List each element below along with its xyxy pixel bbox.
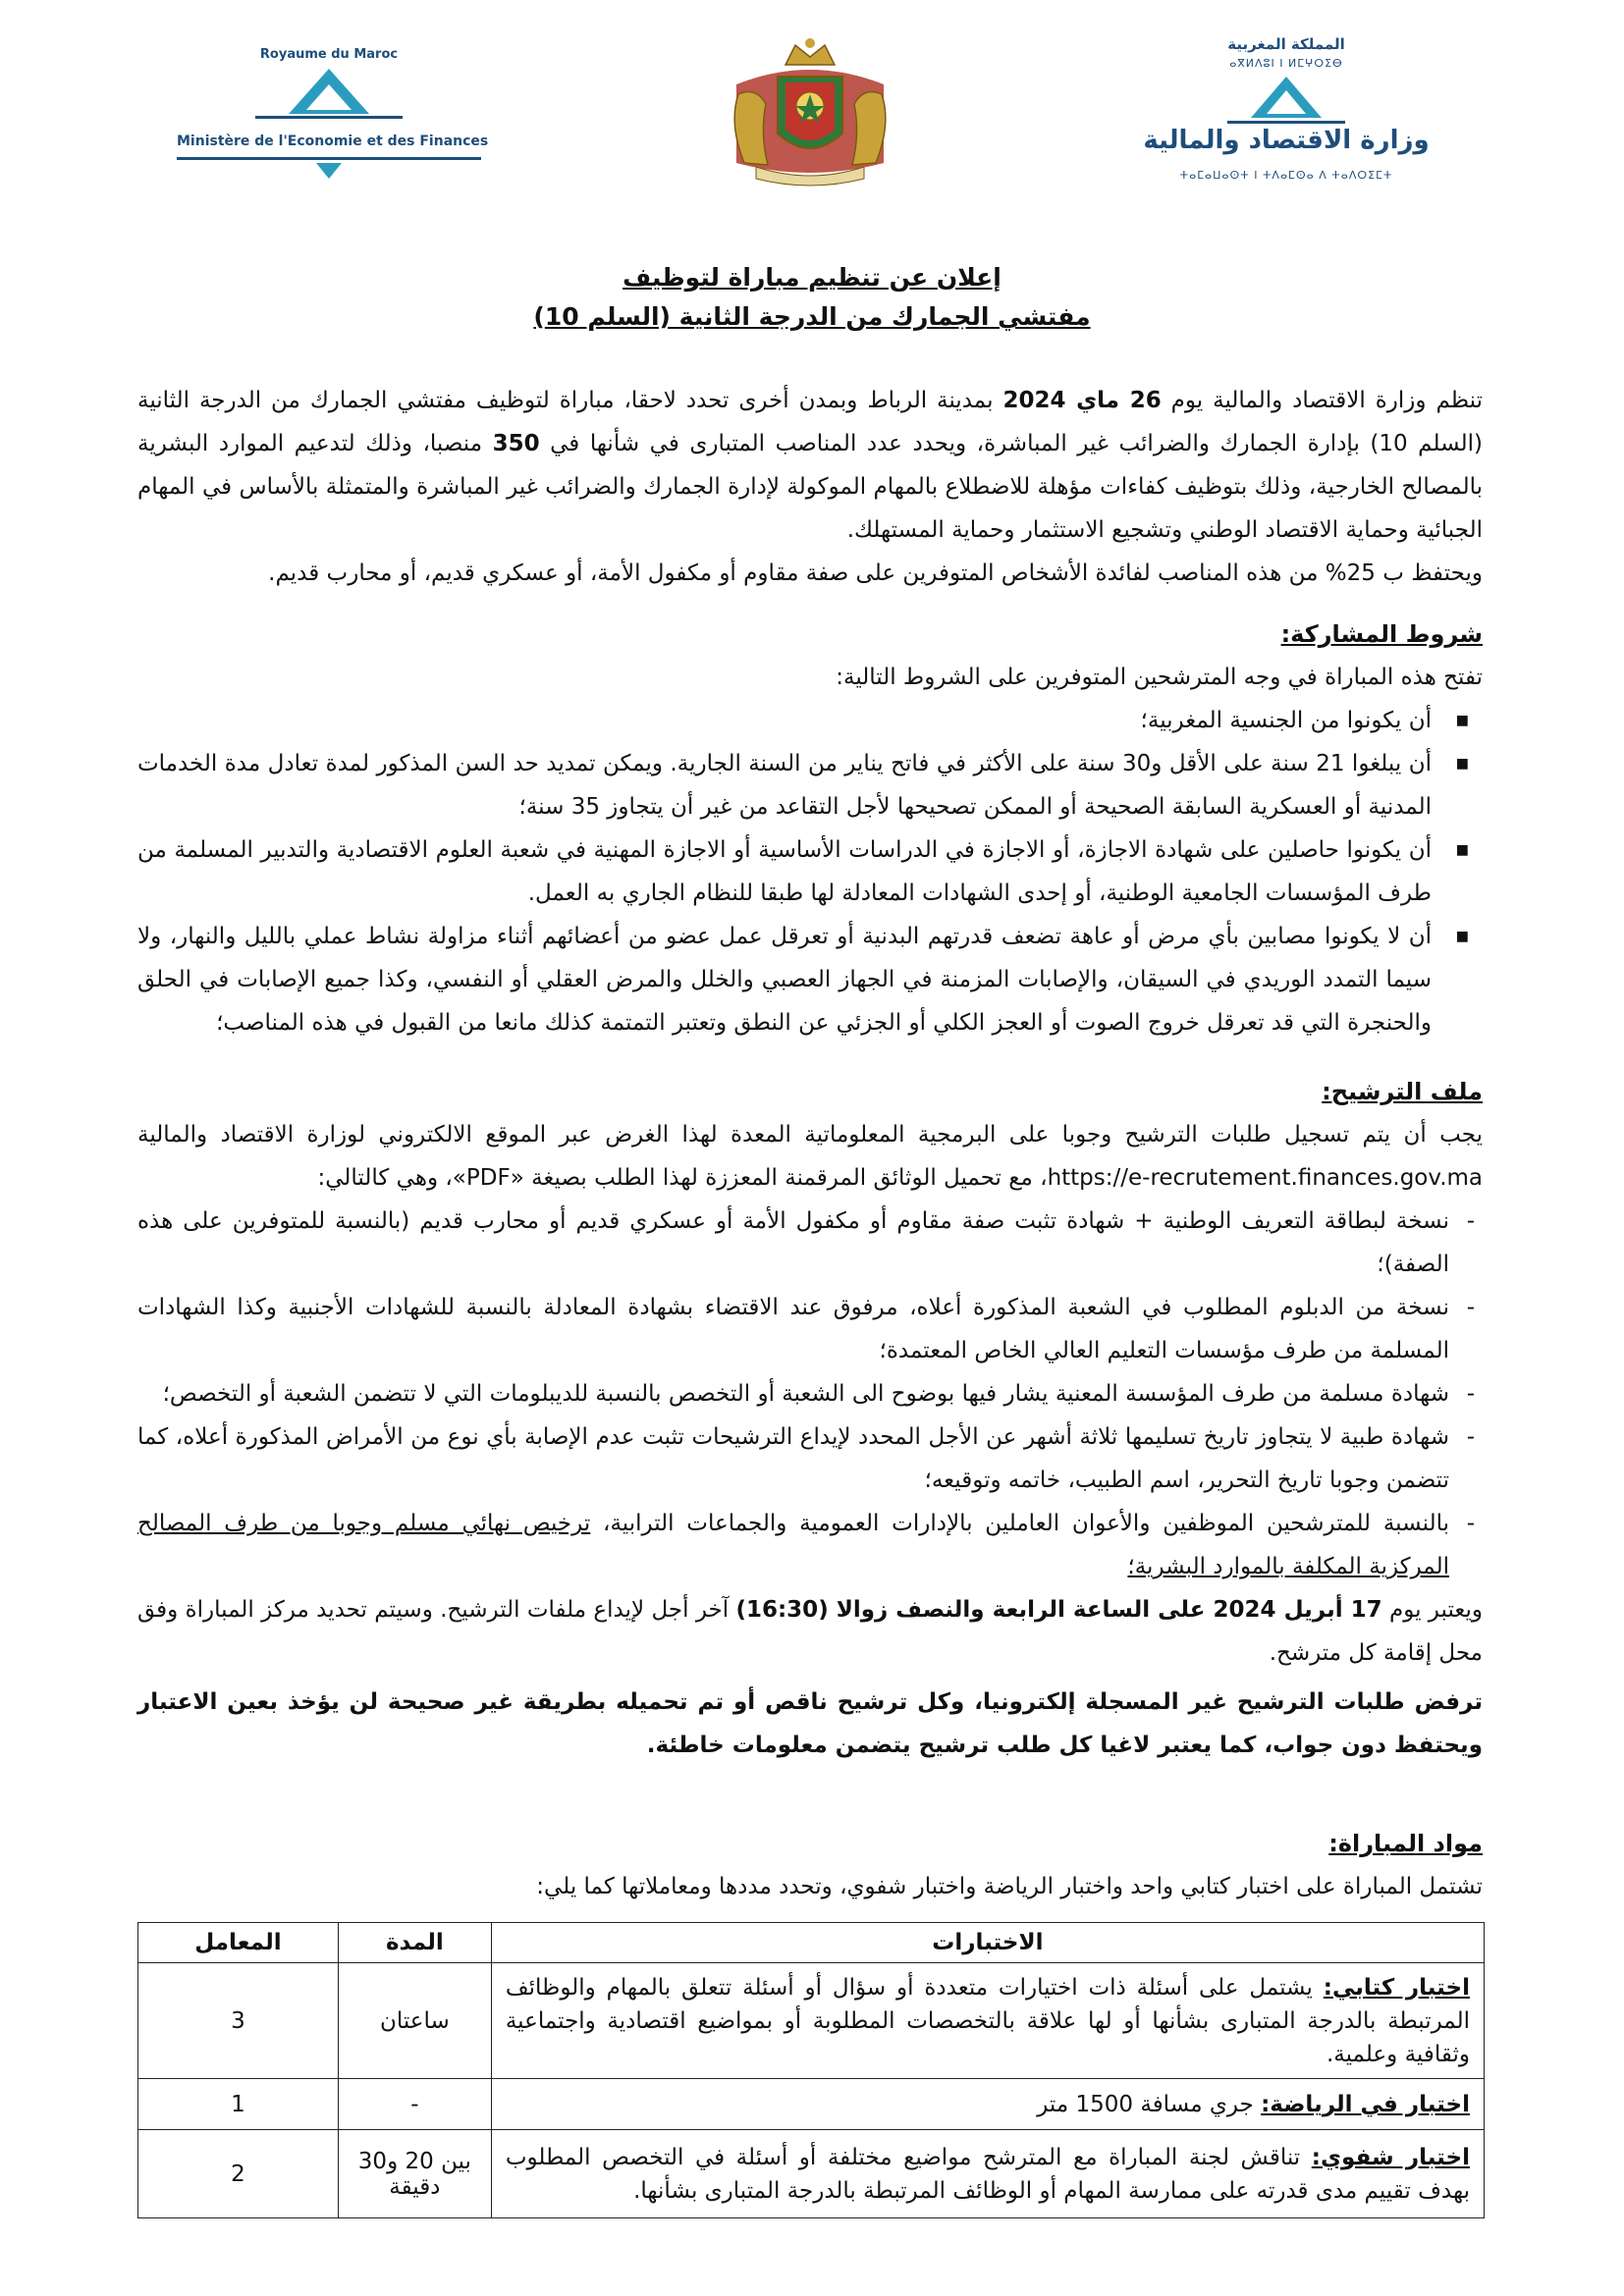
exam-section: [137, 1822, 1483, 1908]
bullet-icon: ■: [1455, 713, 1469, 728]
exam-duration: بين 20 و30 دقيقة: [338, 2130, 491, 2218]
logo-country-tifinagh: ⴰⴳⵍⴷⵓⵏ ⵏ ⵍⵎⵖⵔⵉⴱ: [1229, 57, 1343, 70]
table-header-row: [138, 1923, 1485, 1963]
ministry-logo-ar: [1134, 35, 1438, 192]
conditions-lead: تفتح هذه المباراة في وجه المترشحين المتوفرين على الشروط التالية:: [836, 665, 1483, 690]
logo-ministry-tifinagh: ⵜⴰⵎⴰⵡⴰⵙⵜ ⵏ ⵜⴷⴰⵎⵙⴰ ⴷ ⵜⴰⴷⵔⵉⵎⵜ: [1179, 169, 1393, 182]
list-item: ■ أن يكونوا من الجنسية المغربية؛: [137, 699, 1483, 742]
exam-description: اختبار شفوي: تناقش لجنة المباراة مع المترشح مواضيع مختلفة أو أسئلة في التخصص المطلوب بهدف تقييم مدى قدرته على ممارسة المهام أو الوظائف المرتبطة بالدرجة المتبارى بشأنها.: [491, 2130, 1484, 2218]
list-item: - نسخة من الدبلوم المطلوب في الشعبة المذكورة أعلاه، مرفوق عند الاقتضاء بشهادة المعادلة بالنسبة للشهادات الأجنبية وكذا الشهادات المسلمة من طرف مؤسسات التعليم العالي الخاص المعتمدة؛: [137, 1295, 1475, 1363]
list-item: ■ أن يبلغوا 21 سنة على الأقل و30 سنة على الأكثر في فاتح يناير من السنة الجارية. ويمكن تمديد حد السن المذكور لمدة تعادل مدة الخدمات المدنية أو العسكرية السابقة الصحيحة أو الممكن تصحيحها لأجل التقاعد من غير أن يتجاوز 35 سنة؛: [137, 742, 1483, 828]
ministry-triangle-icon: [253, 67, 405, 135]
column-header: المعامل: [138, 1923, 339, 1963]
exam-date: 26 ماي 2024: [1002, 388, 1162, 413]
bullet-icon: ■: [1455, 756, 1469, 772]
conditions-list: [137, 699, 1483, 1044]
logo-base-icon: [177, 155, 481, 185]
list-item: ■ أن يكونوا حاصلين على شهادة الاجازة، أو الاجازة في الدراسات الأساسية أو الاجازة المهنية في شعبة العلوم الاقتصادية والتدبير المسلمة من طرف المؤسسات الجامعية الوطنية، أو إحدى الشهادات المعادلة لها طبقا للنظام الجاري به العمل.: [137, 828, 1483, 915]
page-title-line2: مفتشي الجمارك من الدرجة الثانية (السلم 10): [533, 302, 1091, 331]
exam-description: اختبار كتابي: يشتمل على أسئلة ذات اختيارات متعددة أو سؤال أو أسئلة تتعلق بالمهام والوظائف المرتبطة بالدرجة المتبارى بشأنها أو لها علاقة بالتخصصات المطلوبة أو بمواضيع اقتصادية واجتماعية وثقافية وعلمية.: [491, 1963, 1484, 2079]
list-item: - شهادة طبية لا يتجاوز تاريخ تسليمها ثلاثة أشهر عن الأجل المحدد لإيداع الترشيحات تثبت عدم الإصابة بأي نوع من الأمراض المذكورة أعلاه، كما تتضمن وجوبا تاريخ التحرير، اسم الطبيب، خاتمه وتوقيعه؛: [137, 1424, 1475, 1493]
file-lead: يجب أن يتم تسجيل طلبات الترشيح وجوبا على البرمجية المعلوماتية المعدة لهذا الغرض عبر الموقع الالكتروني لوزارة الاقتصاد والمالية https://e-recrutement.finances.gov.ma، مع تحميل الوثائق المرقمنة المعززة لهذا الطلب بصيغة «PDF»، وهي كالتالي:: [137, 1122, 1483, 1191]
list-item: ■ أن لا يكونوا مصابين بأي مرض أو عاهة تضعف قدرتهم البدنية أو تعرقل عمل عضو من أعضائهم أثناء مزاولة نشاط عملي بالليل والنهار، ولا سيما التمدد الوريدي في السيقان، والإصابات المزمنة في الجهاز العصبي والخلل والمرض العقلي أو النفسي، وكذا جميع الإصابات في الحلق والحنجرة التي قد تعرقل خروج الصوت أو العجز الكلي أو الجزئي عن النطق وتعتبر التمتمة كذلك مانعا من القبول في هذه المناصب؛: [137, 915, 1483, 1044]
bullet-icon: ■: [1455, 929, 1469, 944]
intro-section: [137, 379, 1483, 595]
application-file-section: [137, 1070, 1483, 1767]
logo-ministry-ar: وزارة الاقتصاد والمالية: [1143, 126, 1430, 155]
table-row: [138, 1963, 1485, 2079]
exam-lead: تشتمل المباراة على اختبار كتابي واحد واختبار الرياضة واختبار شفوي، وتحدد مددها ومعاملاتها كما يلي:: [536, 1874, 1483, 1899]
page-title-line1: إعلان عن تنظيم مباراة لتوظيف: [623, 263, 1001, 292]
conditions-heading: شروط المشاركة:: [1280, 620, 1483, 648]
table-row: [138, 2130, 1485, 2218]
exam-coefficient: 2: [138, 2130, 339, 2218]
recruitment-website-link[interactable]: https://e-recrutement.finances.gov.ma: [1047, 1165, 1483, 1191]
reserved-quota-paragraph: ويحتفظ ب 25% من هذه المناصب لفائدة الأشخاص المتوفرين على صفة مقاوم أو مكفول الأمة، أو عسكري قديم، أو محارب قديم.: [268, 561, 1483, 586]
table-row: [138, 2079, 1485, 2130]
exam-table: [137, 1922, 1485, 2218]
royal-coat-of-arms-icon: [717, 35, 903, 192]
list-item: - نسخة لبطاقة التعريف الوطنية + شهادة تثبت صفة مقاوم أو مكفول الأمة أو عسكري قديم أو محارب قديم (بالنسبة للمتوفرين على هذه الصفة)؛: [137, 1208, 1475, 1277]
intro-paragraph: تنظم وزارة الاقتصاد والمالية يوم 26 ماي 2024 بمدينة الرباط وبمدن أخرى تحدد لاحقا، مباراة لتوظيف مفتشي الجمارك من الدرجة الثانية (السلم 10) بإدارة الجمارك والضرائب غير المباشرة، ويحدد عدد المناصب المتبارى في شأنها في 350 منصبا، وذلك لتدعيم الموارد البشرية بالمصالح الخارجية، وذلك بتوظيف كفاءات مؤهلة للاضطلاع بالمهام الموكولة لإدارة الجمارك والضرائب غير المباشرة والمتمثلة بالأساس في المهام الجبائية وحماية الاقتصاد الوطني وتشجيع الاستثمار وحماية المستهلك.: [137, 388, 1483, 543]
exam-heading: مواد المباراة:: [1328, 1830, 1483, 1857]
logo-country-ar: المملكة المغربية: [1227, 35, 1345, 53]
deadline-date: 17 أبريل 2024 على الساعة الرابعة والنصف زوالا (16:30): [735, 1597, 1382, 1623]
logo-ministry-fr: Ministère de l'Economie et des Finances: [177, 133, 489, 149]
rejection-notice: ترفض طلبات الترشيح غير المسجلة إلكترونيا، وكل ترشيح ناقص أو تم تحميله بطريقة غير صحيحة لن يؤخذ بعين الاعتبار ويحتفظ دون جواب، كما يعتبر لاغيا كل طلب ترشيح يتضمن معلومات خاطئة.: [137, 1689, 1483, 1758]
logo-country-fr: Royaume du Maroc: [259, 47, 399, 62]
ministry-logo-fr: [177, 47, 489, 185]
exam-duration: -: [338, 2079, 491, 2130]
file-heading: ملف الترشيح:: [1322, 1078, 1483, 1105]
column-header: الاختبارات: [491, 1923, 1484, 1963]
exam-coefficient: 3: [138, 1963, 339, 2079]
documents-list: [137, 1200, 1483, 1588]
list-item: - شهادة مسلمة من طرف المؤسسة المعنية يشار فيها بوضوح الى الشعبة أو التخصص بالنسبة للديبلومات التي لا تتضمن الشعبة أو التخصص؛: [162, 1381, 1475, 1407]
deadline-paragraph: ويعتبر يوم 17 أبريل 2024 على الساعة الرابعة والنصف زوالا (16:30) آخر أجل لإيداع ملفات الترشيح. وسيتم تحديد مركز المباراة وفق محل إقامة كل مترشح.: [137, 1597, 1483, 1666]
ministry-triangle-icon: [1227, 75, 1345, 130]
column-header: المدة: [338, 1923, 491, 1963]
conditions-section: [137, 613, 1483, 1044]
exam-duration: ساعتان: [338, 1963, 491, 2079]
exam-coefficient: 1: [138, 2079, 339, 2130]
bullet-icon: ■: [1455, 842, 1469, 858]
list-item: - بالنسبة للمترشحين الموظفين والأعوان العاملين بالإدارات العمومية والجماعات الترابية، ترخيص نهائي مسلم وجوبا من طرف المصالح المركزية المكلفة بالموارد البشرية؛: [137, 1511, 1475, 1579]
exam-description: اختبار في الرياضة: جري مسافة 1500 متر: [491, 2079, 1484, 2130]
positions-count: 350: [492, 431, 540, 456]
